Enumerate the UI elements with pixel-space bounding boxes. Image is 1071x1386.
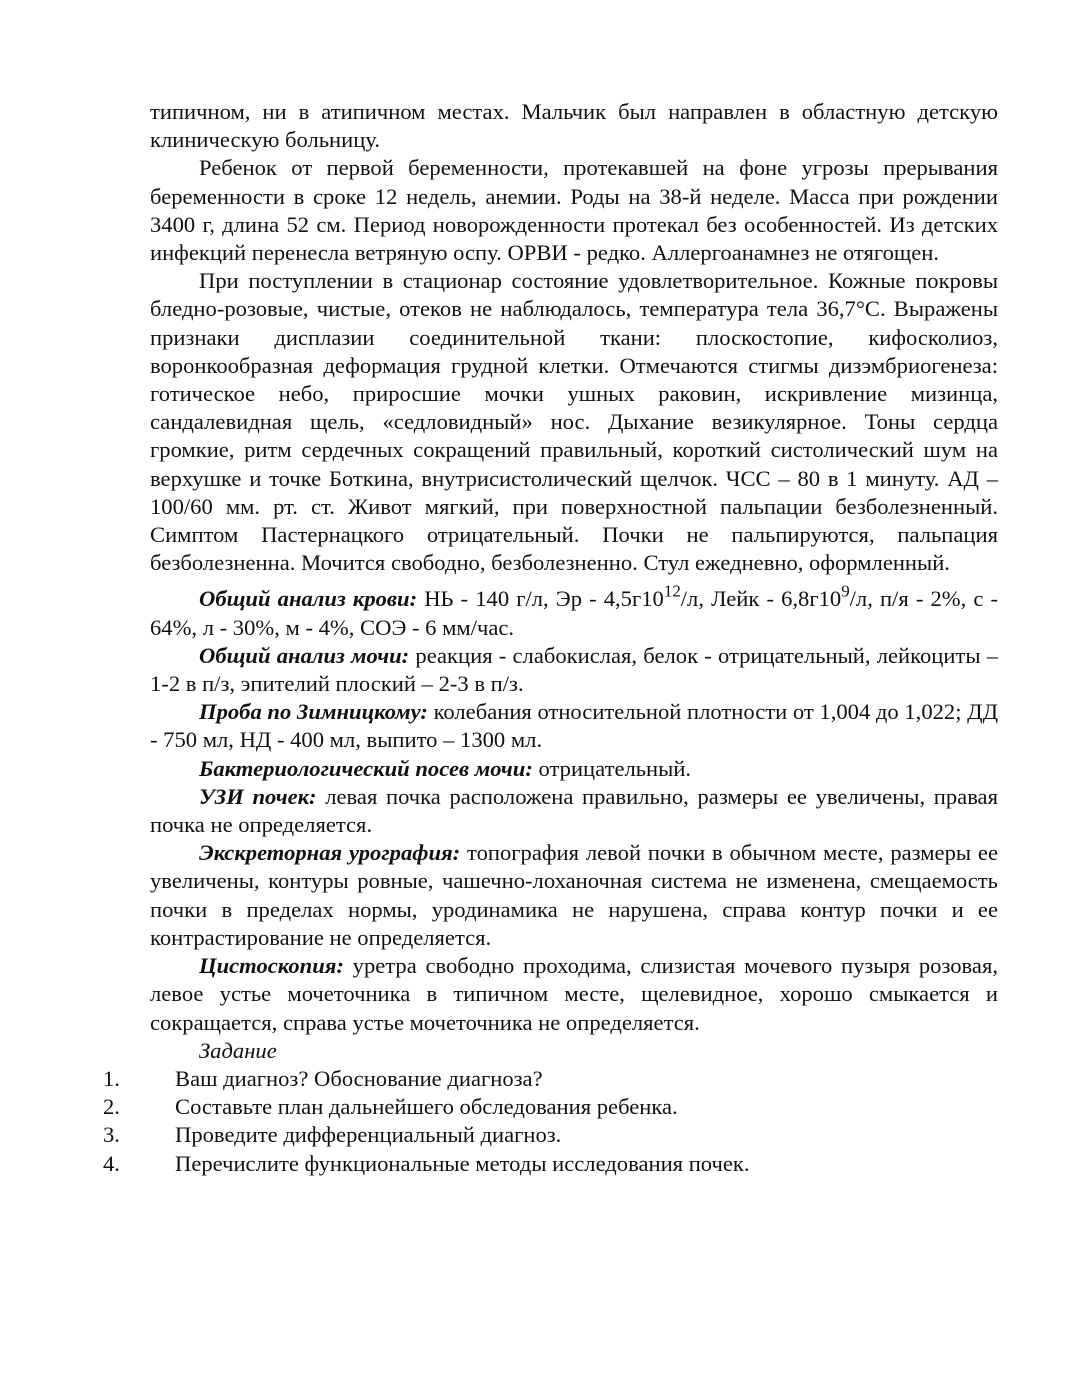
finding-label: Бактериологический посев мочи: [199,755,533,781]
document-page [103,98,998,1178]
finding-text: реакция - слабокислая, белок - отрицательный, лейкоциты – 1-2 в п/з, эпителий плоский – 2-3 в п/з. [150,642,998,697]
task-text: Ваш диагноз? Обоснование диагноза? [175,1065,543,1091]
task-number: 4. [103,1150,120,1176]
finding-blood-test [150,582,998,641]
finding-text: левая почка расположена правильно, размеры ее увеличены, правая почка не определяется. [150,783,998,838]
finding-label: Проба по Зимницкому: [199,699,428,725]
task-item [103,1093,998,1121]
paragraph-examination: При поступлении в стационар состояние удовлетворительное. Кожные покровы бледно-розовые, чистые, отеков не наблюдалось, температура тела 36,7°С. Выражены признаки дисплазии соединительной ткани: плоскостопие, кифосколиоз, воронкообразная деформация грудной клетки. Отмечаются стигмы дизэмбриогенеза: готическое небо, приросшие мочки ушных раковин, искривление мизинца, сандалевидная щель, «седловидный» нос. Дыхание везикулярное. Тоны сердца громкие, ритм сердечных сокращений правильный, короткий систолический шум на верхушке и точке Боткина, внутрисистолический щелчок. ЧСС – 80 в 1 минуту. АД – 100/60 мм. рт. ст. Живот мягкий, при поверхностной пальпации безболезненный. Симптом Пастернацкого отрицательный. Почки не пальпируются, пальпация безболезненна. Мочится свободно, безболезненно. Стул ежедневно, оформленный. [150,268,998,576]
task-number: 3. [103,1122,120,1148]
finding-zimnitsky-test [150,698,998,754]
finding-label: УЗИ почек: [199,783,317,809]
exponent: 12 [663,582,681,602]
task-heading: Задание [199,1037,277,1063]
finding-kidney-ultrasound [150,783,998,839]
task-item [103,1065,998,1093]
finding-text: колебания относительной плотности от 1,004 до 1,022; ДД - 750 мл, НД - 400 мл, выпито – 1300 мл. [150,699,998,753]
task-text: Перечислите функциональные методы исследования почек. [175,1150,750,1176]
task-list [103,1065,998,1178]
finding-label: Общий анализ крови: [199,586,418,612]
finding-label: Цистоскопия: [199,953,344,979]
paragraph-continuation: типичном, ни в атипичном местах. Мальчик был направлен в областную детскую клиническую больницу. [150,99,998,153]
task-item [103,1121,998,1149]
task-number: 1. [103,1065,120,1091]
finding-text: /л, п/я - 2%, с - 64%, л - 30%, м - 4%, СОЭ - 6 мм/час. [150,586,998,640]
finding-text: отрицательный. [532,755,692,781]
finding-text: НЬ - 140 г/л, Эр - 4,5г10 [417,586,664,612]
finding-label: Экскреторная урография: [199,840,461,866]
finding-text: уретра свободно проходима, слизистая мочевого пузыря розовая, левое устье мочеточника в типичном месте, щелевидное, хорошо смыкается и сокращается, справа устье мочеточника не определяется. [150,953,998,1035]
finding-text: топография левой почки в обычном месте, размеры ее увеличены, контуры ровные, чашечно-лоханочная система не изменена, смещаемость почки в пределах нормы, уродинамика не нарушена, справа контур почки и ее контрастирование не определяется. [150,840,998,950]
finding-urine-test [150,642,998,698]
finding-excretory-urography [150,839,998,952]
finding-label: Общий анализ мочи: [199,642,410,668]
finding-text: /л, Лейк - 6,8г10 [680,586,842,612]
finding-cystoscopy [150,952,998,1037]
task-text: Составьте план дальнейшего обследования ребенка. [175,1094,678,1120]
task-text: Проведите дифференциальный диагноз. [175,1122,562,1148]
paragraph-anamnesis: Ребенок от первой беременности, протекавшей на фоне угрозы прерывания беременности в сроке 12 недель, анемии. Роды на 38-й неделе. Масса при рождении 3400 г, длина 52 см. Период новорожденности протекал без особенностей. Из детских инфекций перенесла ветряную оспу. ОРВИ - редко. Аллергоанамнез не отягощен. [150,155,998,266]
task-item [103,1150,998,1178]
exponent: 9 [841,582,850,602]
task-number: 2. [103,1094,120,1120]
finding-urine-culture [150,755,998,783]
